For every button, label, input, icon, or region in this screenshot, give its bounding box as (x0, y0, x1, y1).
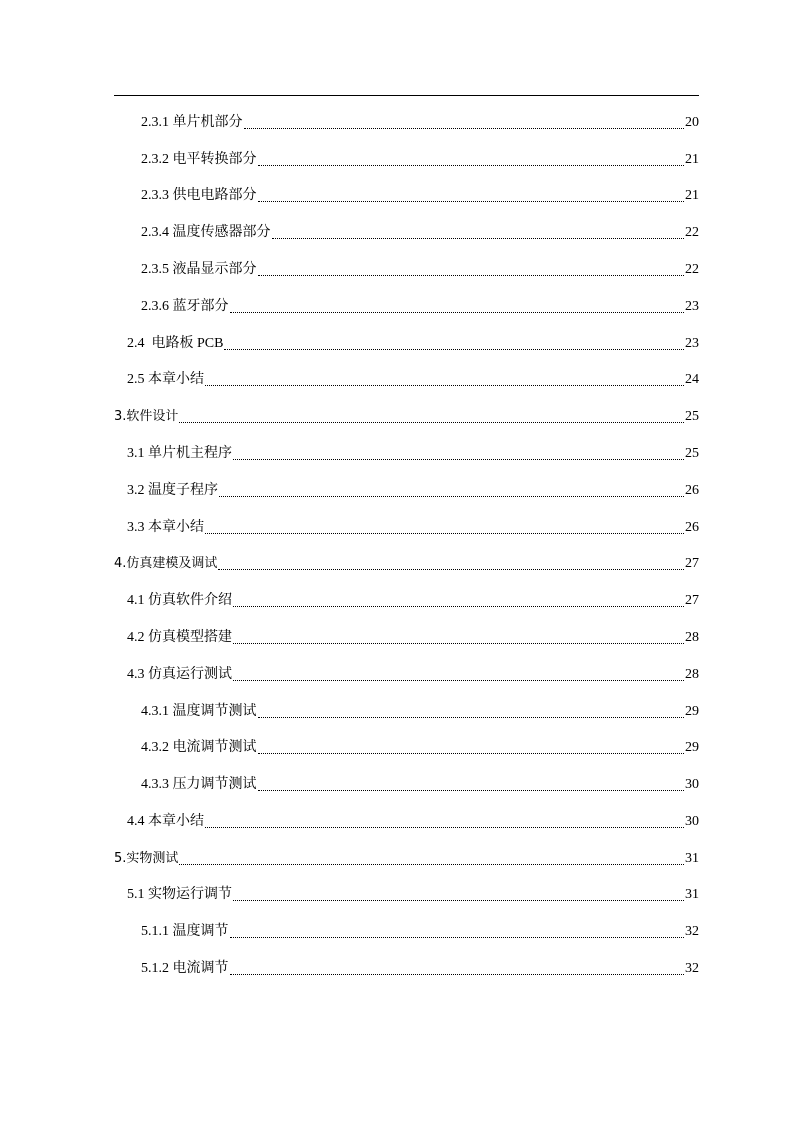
dot-leader (233, 447, 684, 460)
toc-entry-page: 23 (685, 299, 699, 314)
toc-entry-label: 3.2 温度子程序 (127, 483, 218, 498)
toc-entry-label: 3.3 本章小结 (127, 520, 204, 535)
toc-entry-label: 5.1.2 电流调节 (141, 961, 229, 976)
toc-entry[interactable] (127, 333, 699, 353)
toc-entry-label: 2.3.5 液晶显示部分 (141, 262, 257, 277)
dot-leader (230, 962, 685, 975)
toc-entry-page: 29 (685, 740, 699, 755)
dot-leader (258, 153, 685, 166)
toc-entry-page: 27 (685, 556, 699, 571)
toc-entry-page: 21 (685, 188, 699, 203)
toc-entry-page: 28 (685, 667, 699, 682)
toc-entry-label: 4.3.1 温度调节测试 (141, 704, 257, 719)
toc-entry-label: 3.1 单片机主程序 (127, 446, 232, 461)
toc-entry[interactable] (141, 259, 699, 279)
dot-leader (244, 116, 685, 129)
dot-leader (233, 888, 684, 901)
dot-leader (258, 189, 685, 202)
toc-entry-page: 28 (685, 630, 699, 645)
toc-entry-page: 26 (685, 520, 699, 535)
toc-entry-label: 4.仿真建模及调试 (114, 556, 218, 571)
toc-entry-label: 4.3.2 电流调节测试 (141, 740, 257, 755)
toc-entry[interactable] (127, 627, 699, 647)
toc-entry-label: 4.3.3 压力调节测试 (141, 777, 257, 792)
toc-entry-label: 2.3.3 供电电路部分 (141, 188, 257, 203)
toc-entry[interactable] (127, 480, 699, 500)
toc-entry-page: 21 (685, 152, 699, 167)
toc-entry[interactable] (127, 517, 699, 537)
toc-entry-page: 26 (685, 483, 699, 498)
toc-chapter-entry[interactable] (114, 848, 699, 868)
dot-leader (230, 925, 685, 938)
dot-leader (218, 557, 684, 570)
toc-entry-page: 25 (685, 409, 699, 424)
toc-entry[interactable] (141, 921, 699, 941)
dot-leader (233, 594, 684, 607)
toc-entry-label: 2.3.4 温度传感器部分 (141, 225, 271, 240)
toc-entry-page: 23 (685, 336, 699, 351)
toc-entry[interactable] (127, 590, 699, 610)
dot-leader (233, 668, 684, 681)
dot-leader (179, 852, 684, 865)
dot-leader (258, 741, 685, 754)
dot-leader (258, 263, 685, 276)
dot-leader (205, 373, 684, 386)
dot-leader (205, 815, 684, 828)
toc-entry-page: 31 (685, 851, 699, 866)
toc-entry[interactable] (127, 811, 699, 831)
toc-entry-page: 30 (685, 777, 699, 792)
dot-leader (233, 631, 684, 644)
dot-leader (179, 410, 684, 423)
toc-entry-page: 20 (685, 115, 699, 130)
dot-leader (258, 778, 685, 791)
toc-entry-page: 31 (685, 887, 699, 902)
toc-entry-label: 4.2 仿真模型搭建 (127, 630, 232, 645)
dot-leader (272, 226, 685, 239)
toc-entry-label: 2.3.2 电平转换部分 (141, 152, 257, 167)
toc-entry-label: 5.实物测试 (114, 851, 179, 866)
toc-entry-page: 25 (685, 446, 699, 461)
dot-leader (258, 705, 685, 718)
toc-entry-label: 5.1.1 温度调节 (141, 924, 229, 939)
dot-leader (230, 300, 685, 313)
toc-entry[interactable] (141, 222, 699, 242)
toc-entry-label: 2.3.6 蓝牙部分 (141, 299, 229, 314)
toc-entry-label: 5.1 实物运行调节 (127, 887, 232, 902)
toc-entry-page: 32 (685, 961, 699, 976)
toc-entry[interactable] (141, 112, 699, 132)
toc-entry[interactable] (141, 149, 699, 169)
toc-chapter-entry[interactable] (114, 406, 699, 426)
toc-entry-label: 2.5 本章小结 (127, 372, 204, 387)
dot-leader (224, 337, 684, 350)
toc-entry-label: 2.3.1 单片机部分 (141, 115, 243, 130)
toc-entry-label: 3.软件设计 (114, 409, 179, 424)
toc-entry-page: 32 (685, 924, 699, 939)
toc-entry-label: 2.4 电路板 PCB (127, 336, 224, 351)
toc-entry-label: 4.4 本章小结 (127, 814, 204, 829)
toc-entry-page: 22 (685, 262, 699, 277)
toc-entry[interactable] (141, 737, 699, 757)
toc-entry[interactable] (127, 884, 699, 904)
toc-entry[interactable] (141, 185, 699, 205)
toc-entry[interactable] (127, 664, 699, 684)
toc-entry-page: 27 (685, 593, 699, 608)
toc-chapter-entry[interactable] (114, 553, 699, 573)
toc-entry-page: 29 (685, 704, 699, 719)
toc-entry[interactable] (141, 958, 699, 978)
dot-leader (219, 484, 684, 497)
toc-entry-page: 30 (685, 814, 699, 829)
toc-entry[interactable] (127, 443, 699, 463)
toc-entry-page: 24 (685, 372, 699, 387)
toc-entry-label: 4.3 仿真运行测试 (127, 667, 232, 682)
toc-entry[interactable] (141, 296, 699, 316)
toc-entry[interactable] (127, 369, 699, 389)
toc-entry-page: 22 (685, 225, 699, 240)
toc-entry-label: 4.1 仿真软件介绍 (127, 593, 232, 608)
toc-entry[interactable] (141, 774, 699, 794)
dot-leader (205, 521, 684, 534)
toc-entry[interactable] (141, 701, 699, 721)
